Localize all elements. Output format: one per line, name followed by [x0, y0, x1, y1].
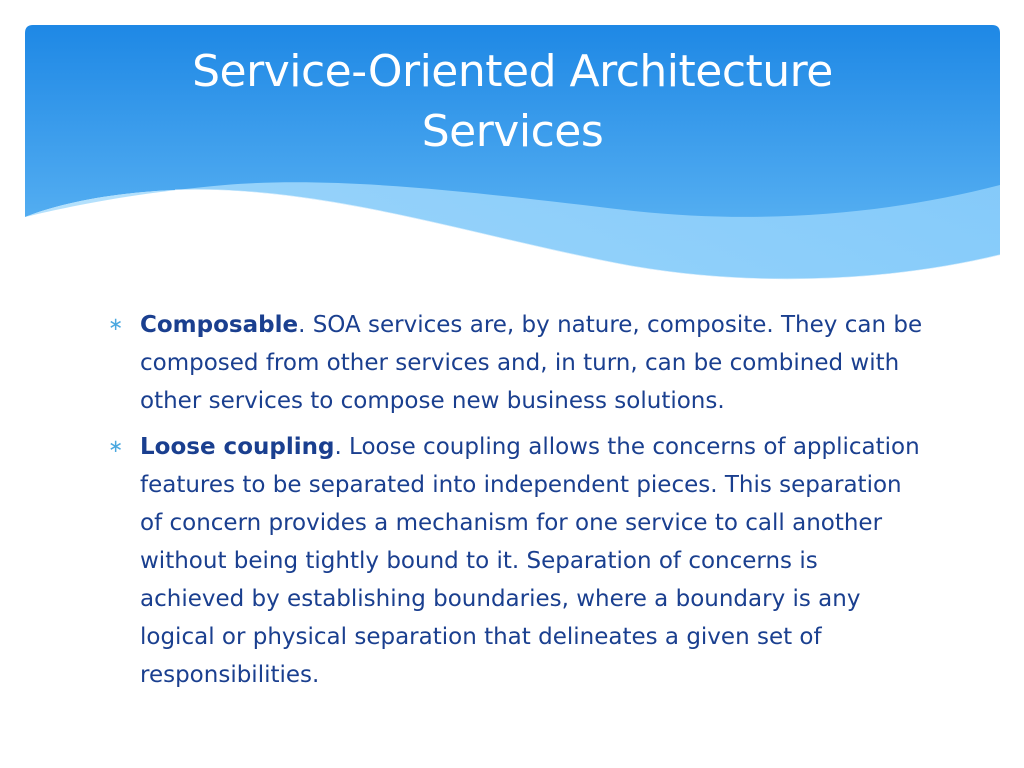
asterisk-bullet-icon: ∗	[108, 436, 124, 457]
bullet-list	[108, 306, 928, 702]
title-line-2: Services	[421, 106, 604, 157]
slide-title	[25, 42, 1000, 162]
bullet-term: Loose coupling	[140, 434, 335, 460]
bullet-term: Composable	[140, 312, 299, 338]
asterisk-bullet-icon: ∗	[108, 314, 124, 335]
title-line-1: Service-Oriented Architecture	[192, 46, 833, 97]
bullet-item-composable	[108, 306, 928, 420]
bullet-text: . Loose coupling allows the concerns of application features to be separated into independent pieces. This separation of concern provides a mechanism for one service to call another without being tightly bound to it. Separation of concerns is achieved by establishing boundaries, where a boundary is any logical or physical separation that delineates a given set of responsibilities.	[140, 434, 920, 688]
bullet-text: . SOA services are, by nature, composite. They can be composed from other services and, in turn, can be combined with other services to compose new business solutions.	[140, 312, 923, 414]
bullet-item-loose-coupling	[108, 428, 928, 694]
